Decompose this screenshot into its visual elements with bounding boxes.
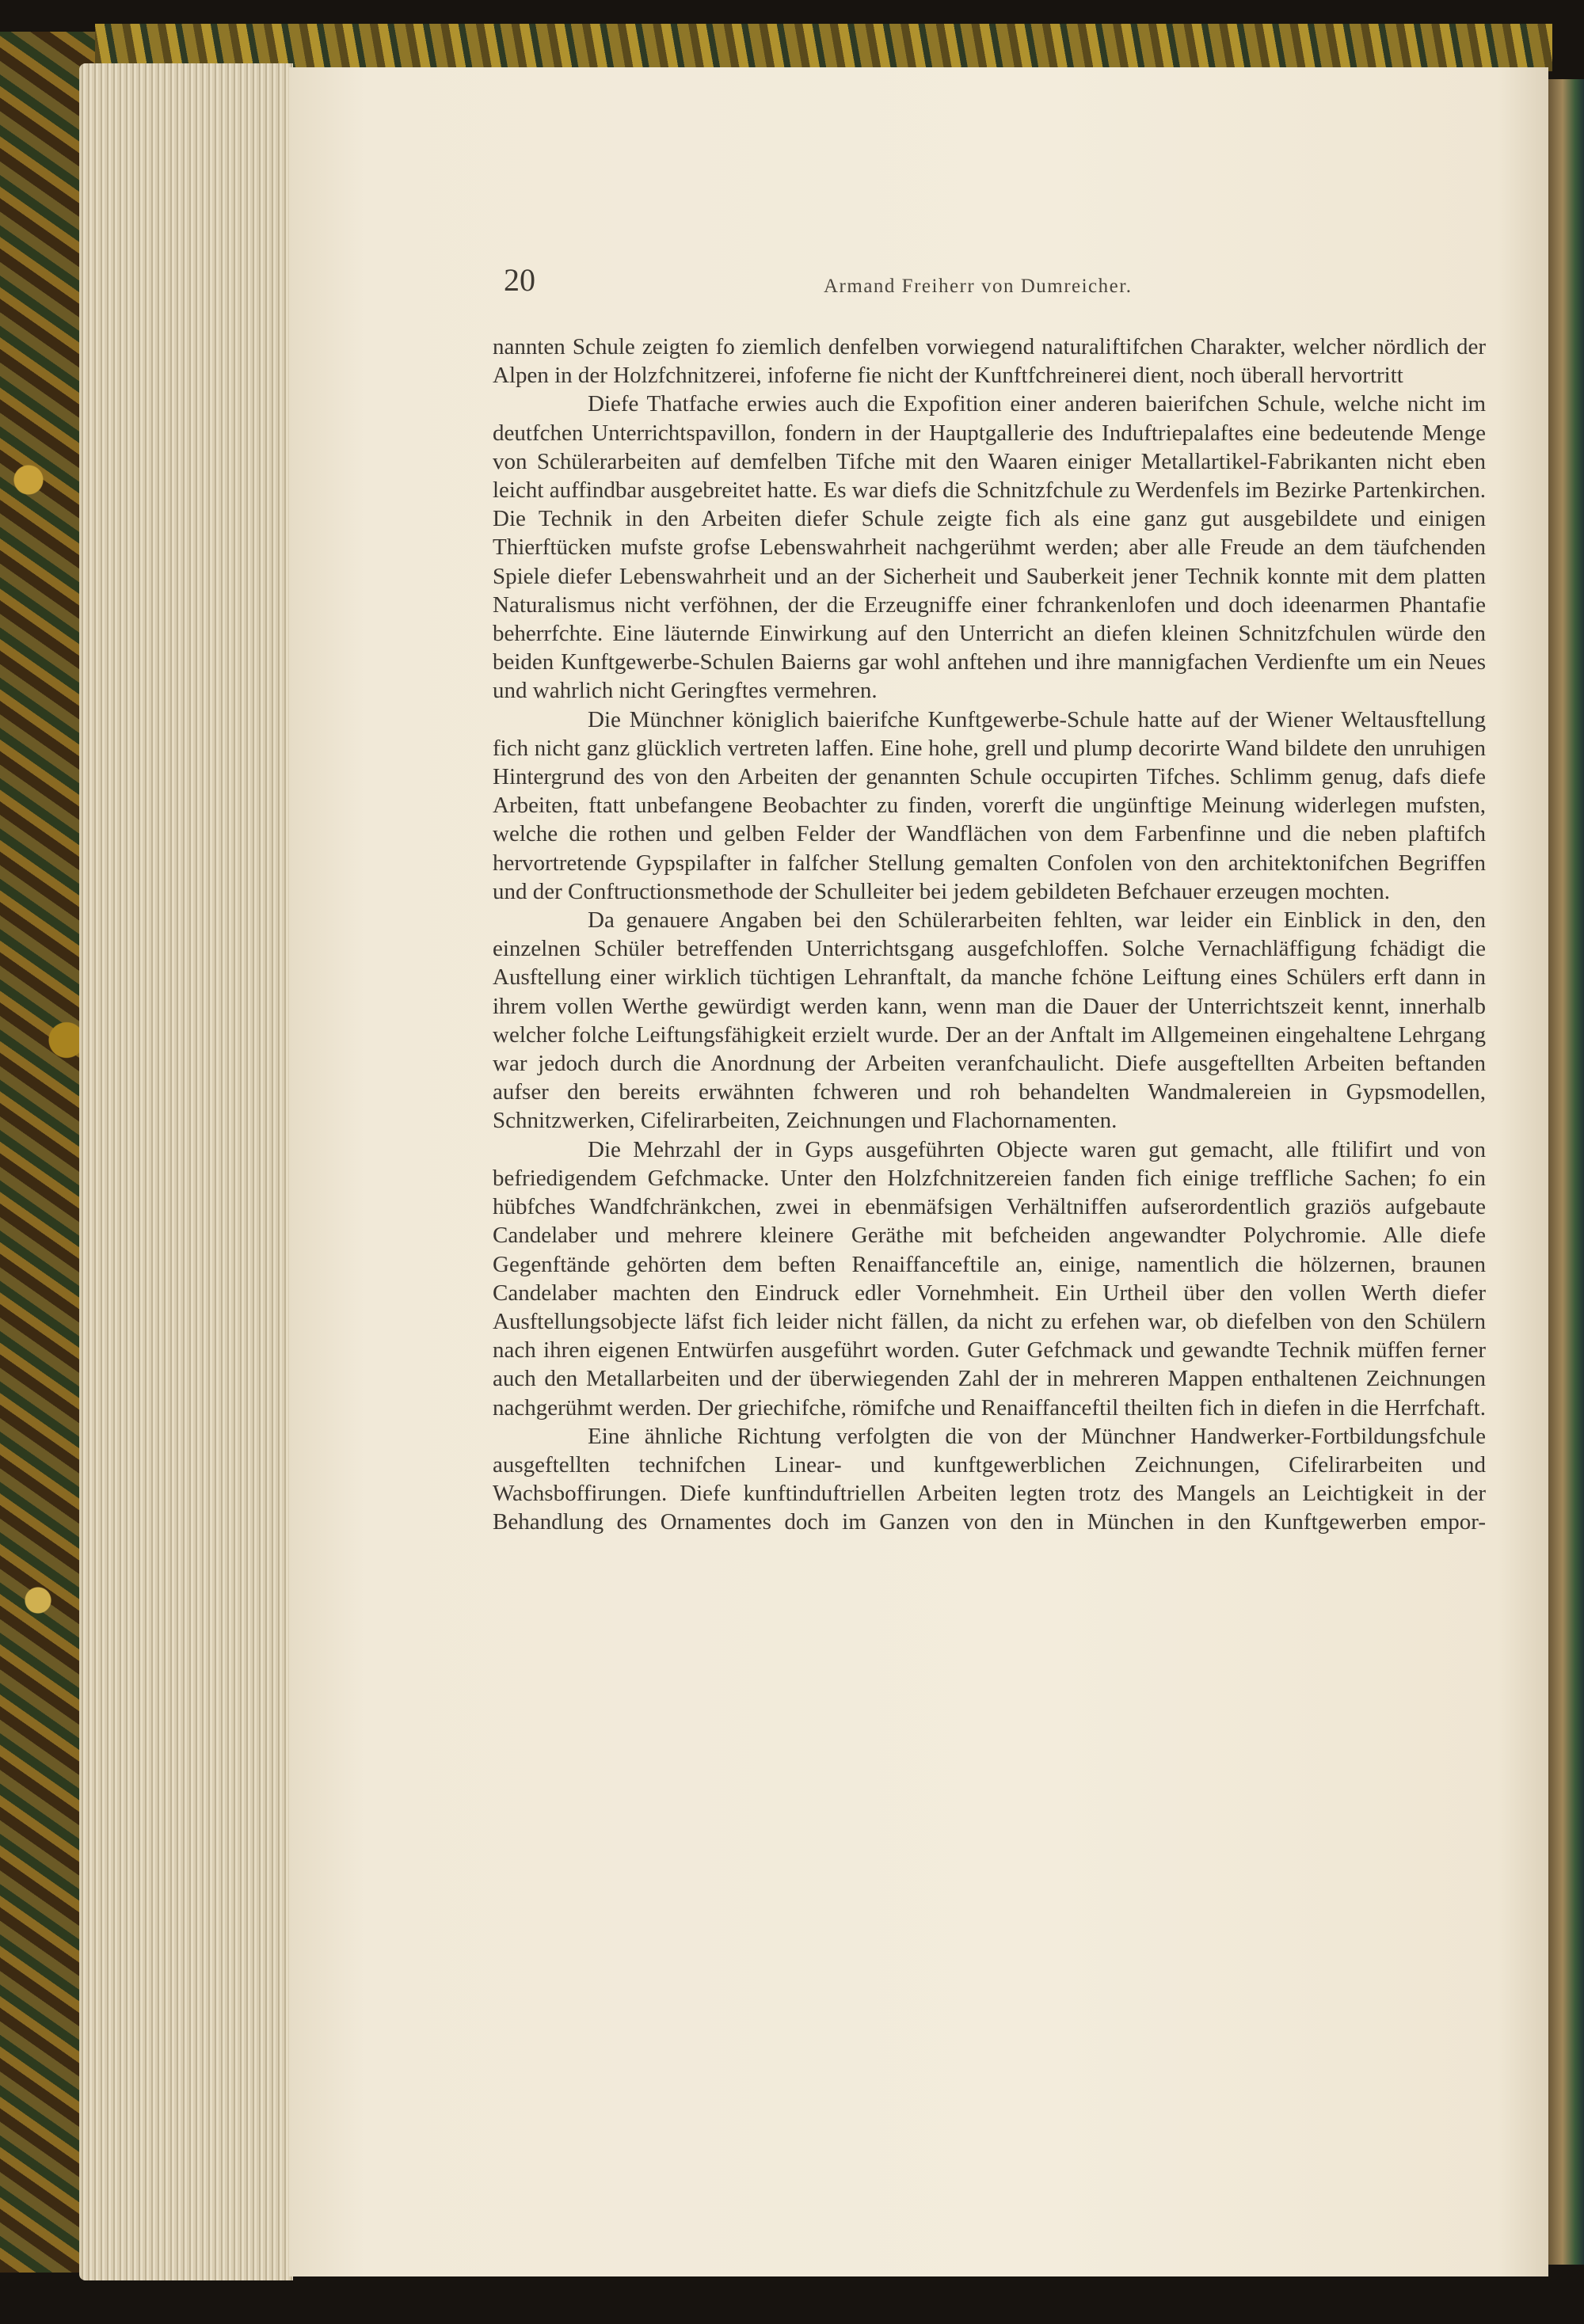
page-number: 20 [504,262,535,298]
paragraph-6: Eine ähnliche Richtung verfolgten die von der Münchner Handwerker-Fortbildungsfchule ausgeftellten technifchen Linear- und kunftgewerblichen Zeichnungen, Cifelirarbeiten und Wachsboffirungen. Diefe kunftinduftriellen Arbeiten legten trotz des Mangels an Leichtigkeit in der Behandlung des Ornamentes doch im Ganzen von den in München in den Kunftgewerben empor- [493,1423,1486,1535]
paragraph-4: Da genauere Angaben bei den Schülerarbeiten fehlten, war leider ein Einblick in den, den einzelnen Schüler betreffenden Unterrichtsgang ausgefchloffen. Solche Vernachläffigung fchädigt die Ausftellung einer wirklich tüchtigen Lehranftalt, da manche fchöne Leiftung eines Schülers erft dann in ihrem vollen Werthe gewürdigt werden kann, wenn man die Dauer der Unterrichtszeit kennt, innerhalb welcher folche Leiftungsfähigkeit erzielt wurde. Der an der Anftalt im Allgemeinen eingehaltene Lehrgang war jedoch durch die Anordnung der Arbeiten veranfchaulicht. Diefe ausgeftellten Arbeiten beftanden aufser den bereits erwähnten fchweren und roh behandelten Wandmalereien in Gypsmodellen, Schnitzwerken, Cifelirarbeiten, Zeichnungen und Flachornamenten. [493,907,1486,1134]
body-text [493,333,1486,1537]
page-stack-edge [79,63,293,2280]
page-header [504,261,1486,309]
paragraph-1: nannten Schule zeigten fo ziemlich denfelben vorwiegend naturaliftifchen Charakter, welcher nördlich der Alpen in der Holzfchnitzerei, infoferne fie nicht der Kunftfchreinerei dient, noch überall hervortritt [493,334,1486,389]
marbled-top-edge [95,24,1552,71]
paragraph-5: Die Mehrzahl der in Gyps ausgeführten Objecte waren gut gemacht, alle ftilifirt und von befriedigendem Gefchmacke. Unter den Holzfchnitzereien fanden fich einige treffliche Sachen; fo ein hübfches Wandfchränkchen, zwei in ebenmäfsigen Verhältniffen aufserordentlich graziös aufgebaute Candelaber und mehrere kleinere Geräthe mit befcheiden angewandter Polychromie. Alle diefe Gegenftände gehörten dem beften Renaiffanceftile an, einige, namentlich die hölzernen, braunen Candelaber machten den Eindruck edler Vornehmheit. Ein Urtheil über den vollen Werth diefer Ausftellungsobjecte läfst fich leider nicht fällen, da nicht zu erfehen war, ob diefelben von den Schülern nach ihren eigenen Entwürfen ausgeführt worden. Guter Gefchmack und gewandte Technik müffen ferner auch den Metallarbeiten und der überwiegenden Zahl der in mehreren Mappen enthaltenen Zeichnungen nachgerühmt werden. Der griechifche, römifche und Renaiffanceftil theilten fich in diefen in die Herrfchaft. [493,1136,1486,1421]
paragraph-2: Diefe Thatfache erwies auch die Expofition einer anderen baierifchen Schule, welche nicht im deutfchen Unterrichtspavillon, fondern in der Hauptgallerie des Induftriepalaftes eine bedeutende Menge von Schülerarbeiten auf demfelben Tifche mit den Waaren einiger Metallartikel-Fabrikanten nicht eben leicht auffindbar ausgebreitet hatte. Es war diefs die Schnitzfchule zu Werdenfels im Bezirke Partenkirchen. Die Technik in den Arbeiten diefer Schule zeigte fich als eine ganz gut ausgebildete und einigen Thierftücken mufste grofse Lebenswahrheit nachgerühmt werden; aber alle Freude an dem täufchenden Spiele diefer Lebenswahrheit und an der Sicherheit und Sauberkeit jener Technik konnte mit dem platten Naturalismus nicht verföhnen, der die Erzeugniffe einer fchrankenlofen und doch ideenarmen Phantafie beherrfchte. Eine läuternde Einwirkung auf den Unterricht an diefen kleinen Schnitzfchulen würde den beiden Kunftgewerbe-Schulen Baierns gar wohl anftehen und ihre mannigfachen Verdienfte um ein Neues und wahrlich nicht Geringftes vermehren. [493,391,1486,704]
right-book-edge [1548,79,1584,2265]
running-title: Armand Freiherr von Dumreicher. [824,276,1133,297]
paragraph-3: Die Münchner königlich baierifche Kunftgewerbe-Schule hatte auf der Wiener Weltausftellung fich nicht ganz glücklich vertreten laffen. Eine hohe, grell und plump decorirte Wand bildete den unruhigen Hintergrund des von den Arbeiten der genannten Schule occupirten Tifches. Schlimm genug, dafs diefe Arbeiten, ftatt unbefangene Beobachter zu finden, vorerft die ungünftige Meinung widerlegen mufsten, welche die rothen und gelben Felder der Wandflächen von dem Farbenfinne und die neben plaftifch hervortretende Gypspilafter in falfcher Stellung gemalten Confolen von den architektonifchen Begriffen und der Conftructionsmethode der Schulleiter bei jedem gebildeten Befchauer erzeugen mochten. [493,706,1486,904]
